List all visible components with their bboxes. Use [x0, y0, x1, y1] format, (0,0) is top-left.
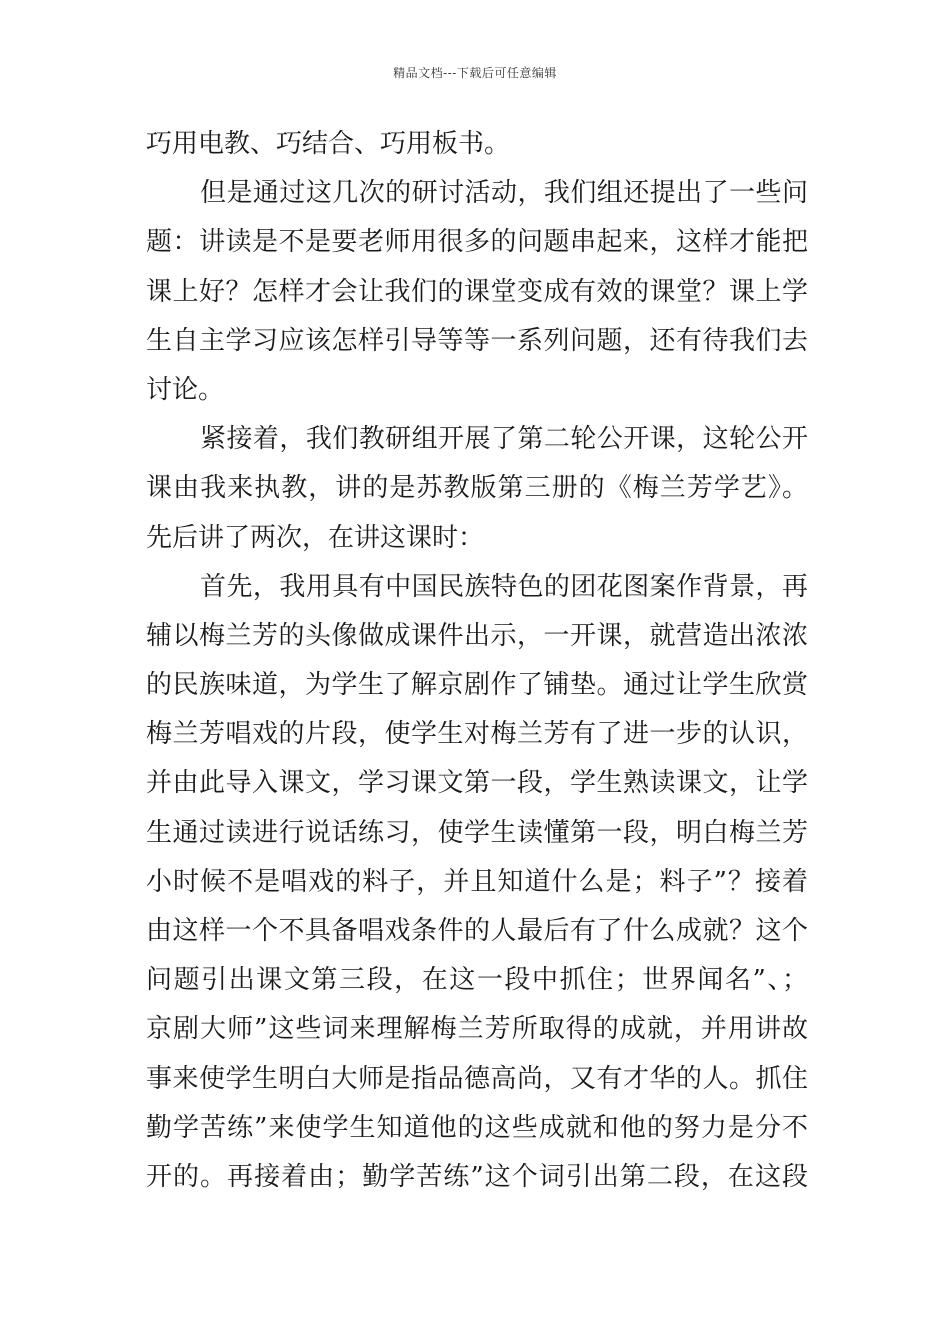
text-line: 讨论。	[146, 374, 225, 405]
text-line: 课上好？怎样才会让我们的课堂变成有效的课堂？课上学	[146, 276, 808, 307]
text-line: 生通过读进行说话练习，使学生读懂第一段，明白梅兰芳	[146, 817, 808, 848]
text-line: 勤学苦练”来使学生知道他的这些成就和他的努力是分不	[146, 1112, 808, 1143]
text-line: 辅以梅兰芳的头像做成课件出示，一开课，就营造出浓浓	[146, 620, 808, 651]
text-line: 并由此导入课文，学习课文第一段，学生熟读课文，让学	[146, 768, 808, 799]
text-line: 题：讲读是不是要老师用很多的问题串起来，这样才能把	[146, 227, 808, 258]
body-text	[146, 120, 808, 1202]
text-line: 的民族味道，为学生了解京剧作了铺垫。通过让学生欣赏	[146, 670, 808, 701]
text-line: 紧接着，我们教研组开展了第二轮公开课，这轮公开	[200, 424, 808, 455]
text-line: 小时候不是唱戏的料子，并且知道什么是；料子”？接着	[146, 866, 808, 897]
text-line: 先后讲了两次，在讲这课时：	[146, 522, 485, 553]
text-line: 巧用电教、巧结合、巧用板书。	[146, 129, 511, 159]
text-line: 由这样一个不具备唱戏条件的人最后有了什么成就？这个	[146, 916, 808, 946]
page-header: 精品文档---下载后可任意编辑	[393, 66, 557, 80]
text-line: 梅兰芳唱戏的片段，使学生对梅兰芳有了进一步的认识，	[146, 719, 808, 750]
text-line: 首先，我用具有中国民族特色的团花图案作背景，再	[200, 571, 808, 602]
text-line: 生自主学习应该怎样引导等等一系列问题，还有待我们去	[146, 325, 808, 356]
text-line: 事来使学生明白大师是指品德高尚，又有才华的人。抓住	[146, 1063, 808, 1094]
text-line: 问题引出课文第三段，在这一段中抓住；世界闻名”、；	[146, 965, 808, 996]
text-line: 但是通过这几次的研讨活动，我们组还提出了一些问	[200, 178, 808, 209]
text-line: 开的。再接着由；勤学苦练”这个词引出第二段，在这段	[146, 1161, 808, 1192]
text-line: 京剧大师”这些词来理解梅兰芳所取得的成就，并用讲故	[146, 1014, 808, 1045]
text-line: 课由我来执教，讲的是苏教版第三册的《梅兰芳学艺》。	[146, 473, 808, 504]
